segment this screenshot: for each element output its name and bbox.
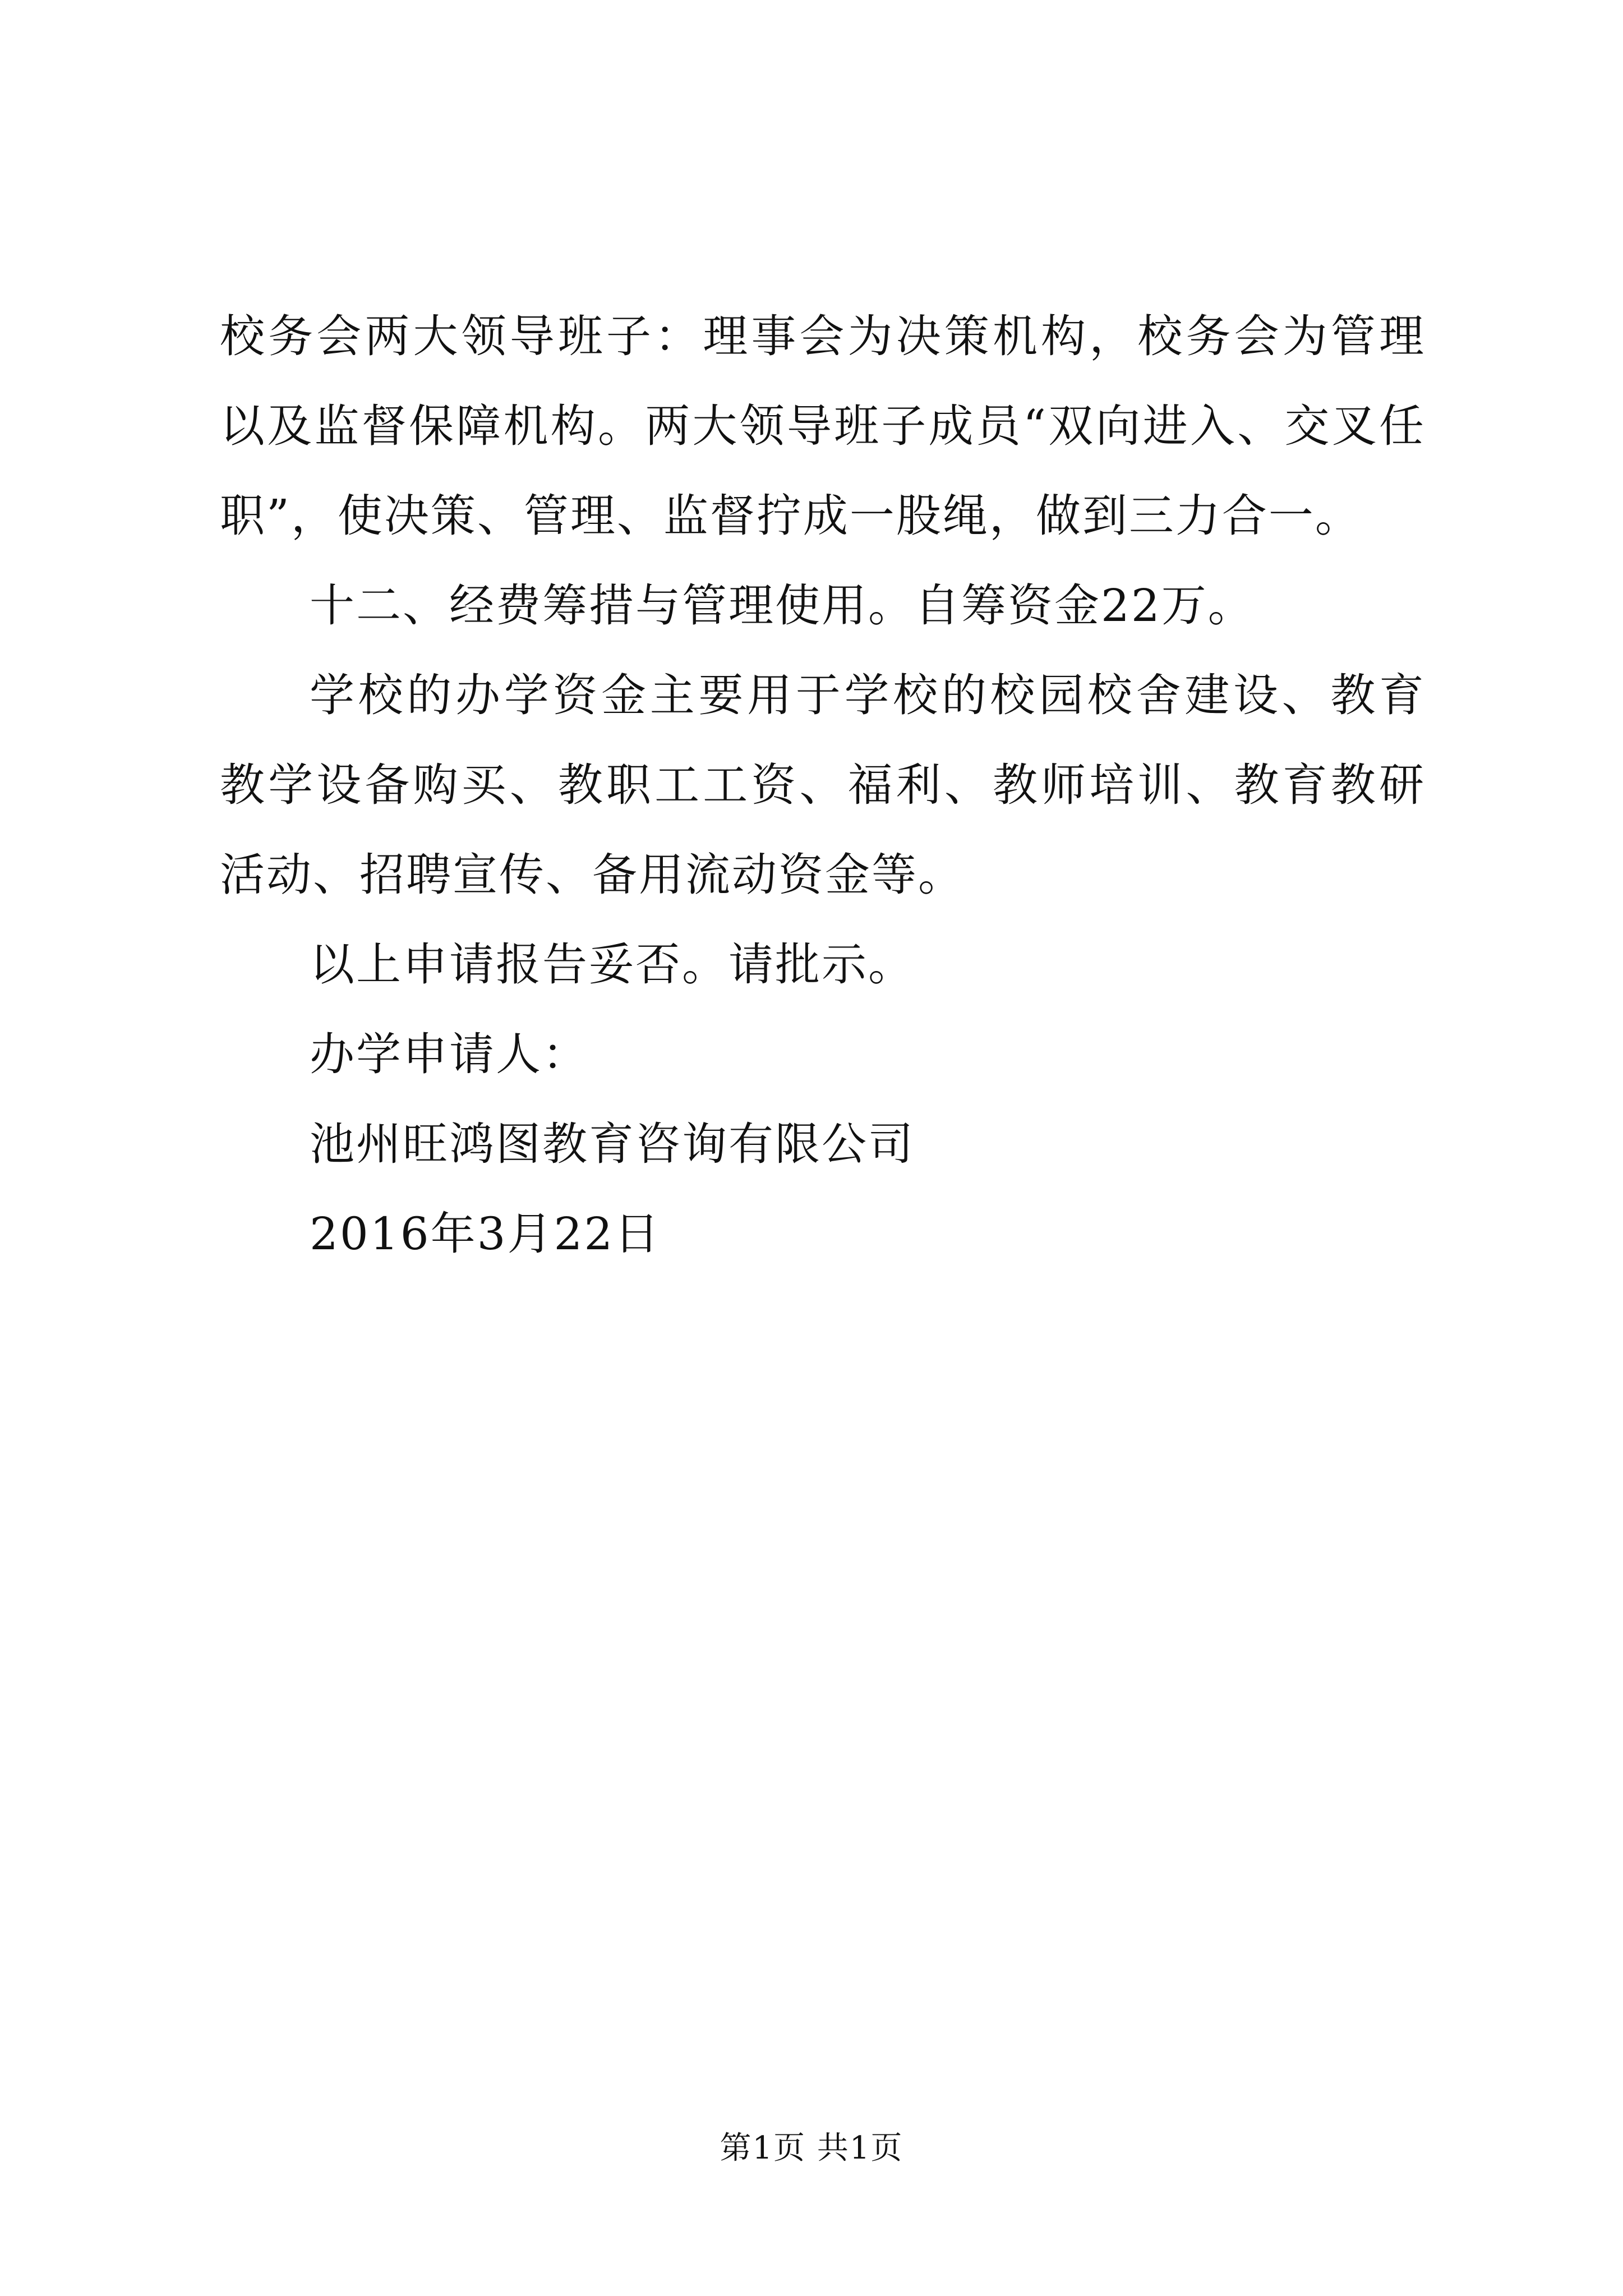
paragraph-request: 以上申请报告妥否。请批示。 [310,938,915,991]
paragraph-funding-heading: 十二、经费筹措与管理使用。自筹资金22万。 [310,579,1255,632]
paragraph-leadership: 校务会两大领导班子：理事会为决策机构，校务会为管理以及监督保障机构。两大领导班子成员“双向进入、交叉任职”，使决策、管理、监督拧成一股绳，做到三力合一。 [220,310,1426,542]
paragraph-funding-usage: 学校的办学资金主要用于学校的校园校舍建设、教育教学设备购买、教职工工资、福利、教师培训、教育教研活动、招聘宣传、备用流动资金等。 [220,669,1426,901]
applicant-company: 池州旺鸿图教育咨询有限公司 [310,1118,915,1170]
document-body [220,292,1426,1279]
applicant-label: 办学申请人： [310,1028,589,1080]
document-date: 2016年3月22日 [310,1208,661,1260]
page-footer: 第1页 共1页 [720,2130,903,2166]
